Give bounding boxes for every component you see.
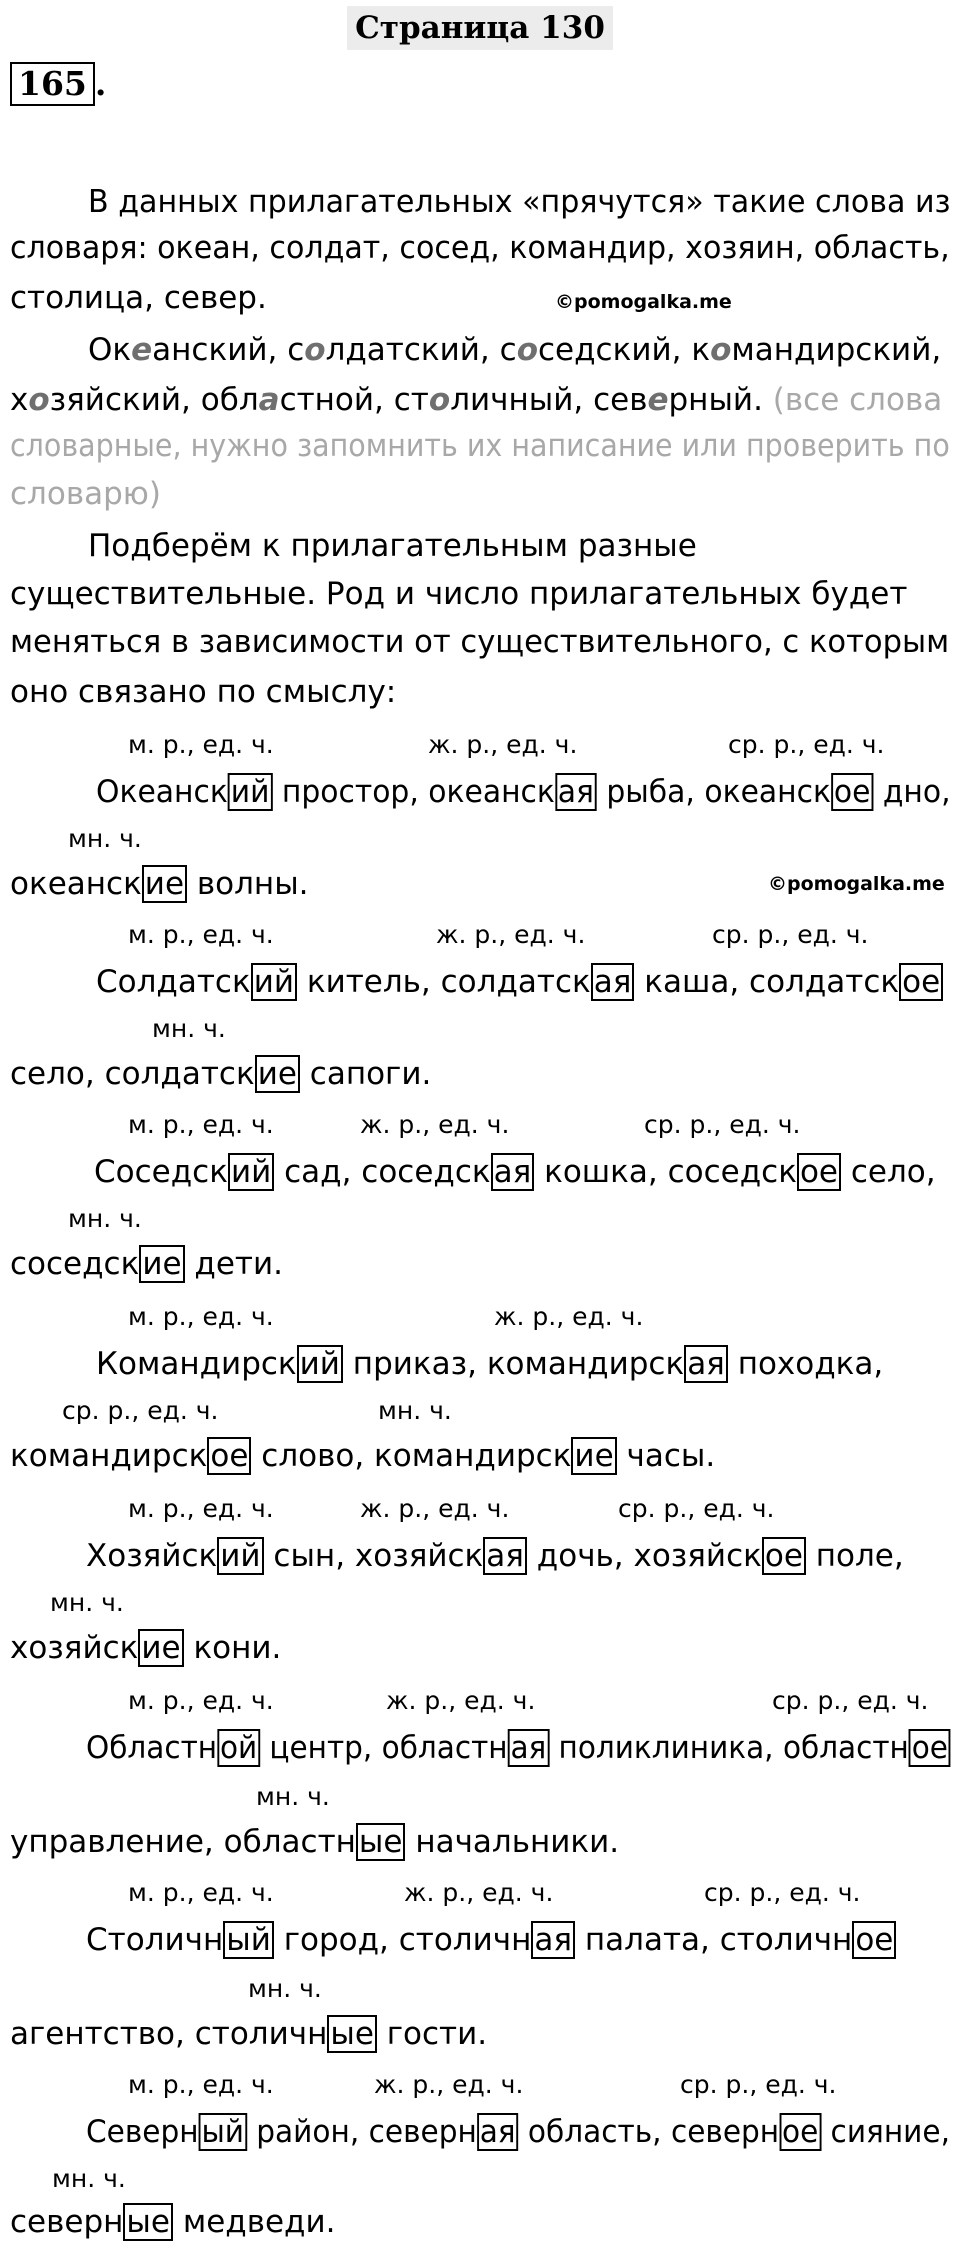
text-run: поле, [805, 1538, 904, 1574]
text-run: рыба, океанск [596, 774, 832, 810]
text-run: личный, [450, 382, 594, 418]
ending-box: ый [223, 1921, 274, 1959]
task-line-2: существительные. Род и число прилагательных будет [10, 576, 908, 612]
text-run: с [287, 332, 305, 368]
label-neuter: ср. р., ед. ч. [680, 2070, 837, 2099]
text-run: походка, [727, 1346, 884, 1382]
text-run: мандирский, [731, 332, 942, 368]
ending-box: ий [217, 1537, 263, 1575]
text-run: палата, столичн [575, 1922, 853, 1958]
ending-box: ые [327, 2015, 377, 2053]
text-run: слово, командирск [251, 1438, 572, 1474]
task-number [10, 62, 106, 106]
label-feminine: ж. р., ед. ч. [386, 1686, 536, 1715]
text-run: Солдатск [96, 964, 251, 1000]
text-run: город, столичн [273, 1922, 532, 1958]
ending-box: ие [255, 1055, 300, 1093]
label-masculine: м. р., ед. ч. [128, 1302, 274, 1331]
label-neuter: ср. р., ед. ч. [644, 1110, 801, 1139]
group-5-line-1 [86, 1534, 904, 1578]
text-run: Ок [88, 332, 132, 368]
label-feminine: ж. р., ед. ч. [494, 1302, 644, 1331]
group-1-line-2 [10, 862, 309, 906]
text-run: район, северн [246, 2114, 477, 2150]
ending-box: ие [142, 865, 187, 903]
ending-box: ое [852, 1921, 896, 1959]
watermark: ©pomogalka.me [555, 291, 732, 313]
text-run: гости. [376, 2016, 488, 2052]
ending-box: ая [491, 1153, 535, 1191]
ending-box: ая [531, 1921, 575, 1959]
label-neuter: ср. р., ед. ч. [712, 920, 869, 949]
ending-box: ое [797, 1153, 841, 1191]
ending-box: ое [762, 1537, 806, 1575]
label-feminine: ж. р., ед. ч. [404, 1878, 554, 1907]
group-6-line-1 [86, 1726, 951, 1770]
label-masculine: м. р., ед. ч. [128, 920, 274, 949]
label-masculine: м. р., ед. ч. [128, 1878, 274, 1907]
highlighted-letter: е [131, 332, 153, 368]
label-neuter: ср. р., ед. ч. [62, 1396, 219, 1425]
text-run: сын, хозяйск [263, 1538, 484, 1574]
group-3-line-1 [94, 1150, 936, 1194]
group-1-line-1 [96, 770, 951, 814]
page-title [0, 6, 960, 50]
label-plural: мн. ч. [50, 1588, 124, 1617]
highlighted-letter: о [428, 382, 451, 418]
ending-box: ие [138, 1629, 183, 1667]
page-title-text: Страница 130 [347, 6, 613, 50]
text-run: рный. [668, 382, 773, 418]
ending-box: ий [251, 963, 297, 1001]
hint-text: (все слова [772, 382, 943, 418]
text-run: сияние, [821, 2114, 950, 2150]
text-run: хозяйск [10, 1630, 139, 1666]
text-run: приказ, командирск [342, 1346, 685, 1382]
hint-line-3: словарю) [10, 476, 161, 512]
text-run: океанск [10, 866, 142, 902]
text-run: волны. [187, 866, 309, 902]
text-run: каша, солдатск [634, 964, 900, 1000]
label-feminine: ж. р., ед. ч. [374, 2070, 524, 2099]
label-feminine: ж. р., ед. ч. [428, 730, 578, 759]
label-plural: мн. ч. [68, 1204, 142, 1233]
label-masculine: м. р., ед. ч. [128, 1494, 274, 1523]
words-line-2 [10, 378, 942, 422]
text-run: сапоги. [299, 1056, 432, 1092]
text-run: Столичн [86, 1922, 224, 1958]
text-run: село, [840, 1154, 936, 1190]
text-run: ст [393, 382, 429, 418]
text-run: кони. [183, 1630, 282, 1666]
text-run: лдатский, [325, 332, 500, 368]
label-feminine: ж. р., ед. ч. [360, 1494, 510, 1523]
ending-box: ый [199, 2113, 247, 2151]
group-7-line-1 [86, 1918, 896, 1962]
label-neuter: ср. р., ед. ч. [704, 1878, 861, 1907]
text-run: агентство, столичн [10, 2016, 328, 2052]
text-run: Северн [86, 2114, 199, 2150]
ending-box: ые [123, 2203, 173, 2241]
text-run: к [691, 332, 711, 368]
label-plural: мн. ч. [68, 824, 142, 853]
text-run: соседск [10, 1246, 140, 1282]
label-masculine: м. р., ед. ч. [128, 730, 274, 759]
ending-box: ая [591, 963, 635, 1001]
text-run: х [10, 382, 29, 418]
highlighted-letter: о [28, 382, 50, 418]
text-run: северн [10, 2204, 124, 2240]
label-neuter: ср. р., ед. ч. [772, 1686, 929, 1715]
label-plural: мн. ч. [378, 1396, 452, 1425]
intro-line-1: В данных прилагательных «прячутся» такие слова из [88, 184, 951, 220]
label-masculine: м. р., ед. ч. [128, 1110, 274, 1139]
ending-box: ие [139, 1245, 184, 1283]
task-number-box: 165 [10, 62, 95, 106]
text-run: сад, соседск [274, 1154, 491, 1190]
label-plural: мн. ч. [52, 2164, 126, 2193]
text-run: область, северн [518, 2114, 780, 2150]
text-run: медведи. [172, 2204, 336, 2240]
group-3-line-2 [10, 1242, 283, 1286]
hint-line-2: словарные, нужно запомнить их написание или проверить по [10, 428, 950, 464]
ending-box: ий [297, 1345, 343, 1383]
text-run: часы. [616, 1438, 716, 1474]
text-run: командирск [10, 1438, 208, 1474]
highlighted-letter: о [304, 332, 326, 368]
highlighted-letter: е [647, 382, 669, 418]
ending-box: ая [555, 773, 597, 811]
ending-box: ая [684, 1345, 728, 1383]
intro-line-2: словаря: океан, солдат, сосед, командир, хозяин, область, [10, 230, 950, 266]
group-4-line-2 [10, 1434, 715, 1478]
text-run: начальники. [405, 1824, 620, 1860]
text-run: центр, областн [260, 1730, 508, 1766]
label-feminine: ж. р., ед. ч. [436, 920, 586, 949]
ending-box: ая [483, 1537, 527, 1575]
ending-box: ая [477, 2113, 519, 2151]
text-run: зяйский, [49, 382, 201, 418]
group-6-line-2 [10, 1820, 619, 1864]
text-run: поликлиника, областн [549, 1730, 909, 1766]
ending-box: ое [207, 1437, 251, 1475]
group-7-line-2 [10, 2012, 487, 2056]
task-number-dot: . [94, 64, 107, 103]
text-run: обл [200, 382, 259, 418]
text-run: дно, [873, 774, 951, 810]
ending-box: ие [571, 1437, 616, 1475]
text-run: китель, солдатск [296, 964, 591, 1000]
label-masculine: м. р., ед. ч. [128, 1686, 274, 1715]
text-run: Командирск [96, 1346, 297, 1382]
ending-box: ое [779, 2113, 821, 2151]
group-2-line-2 [10, 1052, 431, 1096]
group-8-line-1 [86, 2110, 950, 2154]
ending-box: ая [508, 1729, 550, 1767]
task-line-3: меняться в зависимости от существительного, с которым [10, 624, 950, 660]
text-run: дети. [184, 1246, 283, 1282]
text-run: седский, [538, 332, 692, 368]
text-run: Хозяйск [86, 1538, 218, 1574]
text-run: село, солдатск [10, 1056, 255, 1092]
group-2-line-1 [96, 960, 943, 1004]
label-feminine: ж. р., ед. ч. [360, 1110, 510, 1139]
text-run: анский, [152, 332, 288, 368]
ending-box: ые [356, 1823, 406, 1861]
label-neuter: ср. р., ед. ч. [618, 1494, 775, 1523]
text-run: с [499, 332, 517, 368]
ending-box: ий [228, 773, 272, 811]
label-plural: мн. ч. [248, 1974, 322, 2003]
text-run: сев [593, 382, 648, 418]
text-run: стной, [279, 382, 394, 418]
ending-box: ой [217, 1729, 260, 1767]
label-plural: мн. ч. [256, 1782, 330, 1811]
text-run: кошка, соседск [534, 1154, 797, 1190]
text-run: простор, океанск [272, 774, 555, 810]
label-neuter: ср. р., ед. ч. [728, 730, 885, 759]
highlighted-letter: а [258, 382, 280, 418]
ending-box: ое [909, 1729, 951, 1767]
label-plural: мн. ч. [152, 1014, 226, 1043]
highlighted-letter: о [710, 332, 732, 368]
task-line-1: Подберём к прилагательным разные [88, 528, 697, 564]
group-5-line-2 [10, 1626, 281, 1670]
text-run: Соседск [94, 1154, 228, 1190]
words-line-1 [88, 328, 941, 372]
task-line-4: оно связано по смыслу: [10, 674, 397, 710]
text-run: Океанск [96, 774, 228, 810]
watermark: ©pomogalka.me [768, 873, 945, 895]
group-8-line-2 [10, 2200, 336, 2244]
ending-box: ое [831, 773, 873, 811]
group-4-line-1 [96, 1342, 883, 1386]
highlighted-letter: о [516, 332, 538, 368]
ending-box: ий [228, 1153, 274, 1191]
label-masculine: м. р., ед. ч. [128, 2070, 274, 2099]
ending-box: ое [899, 963, 943, 1001]
intro-line-3: столица, север. [10, 280, 267, 316]
text-run: дочь, хозяйск [526, 1538, 762, 1574]
text-run: управление, областн [10, 1824, 356, 1860]
text-run: Областн [86, 1730, 218, 1766]
